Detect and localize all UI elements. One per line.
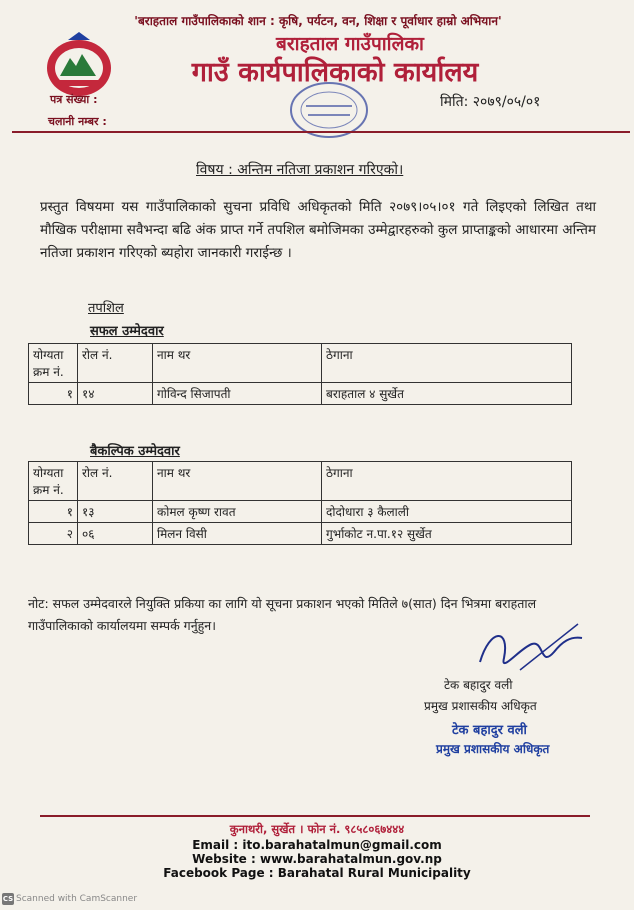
header-order: योग्यता क्रम नं. <box>29 344 78 383</box>
address-cell: गुर्भाकोट न.पा.१२ सुर्खेत <box>322 523 572 545</box>
office-name: गाउँ कार्यपालिकाको कार्यालय <box>191 57 479 88</box>
alternate-candidates-table <box>28 461 572 545</box>
successful-candidates-heading: सफल उम्मेदवार <box>90 324 164 339</box>
letter-date: मिति: २०७९/०५/०१ <box>440 94 541 110</box>
body-paragraph: प्रस्तुत विषयमा यस गाउँपालिकाको सुचना प्रविधि अधिकृतको मिति २०७९।०५।०१ गते लिइएको लिखित तथा मौखिक परीक्षामा सवैभन्दा बढि अंक प्राप्त गर्ने तपशिल बमोजिमका उम्मेद्वारहरुको कुल प्राप्ताङ्कको आधारमा अन्तिम नतिजा प्रकाशन गरिएको ब्यहोरा जानकारी गराईन्छ । <box>40 199 596 261</box>
detail-label: तपशिल <box>88 301 124 316</box>
table-row <box>29 383 572 405</box>
camscanner-icon: CS <box>2 895 14 903</box>
address-cell: बराहताल ४ सुर्खेत <box>322 383 572 405</box>
signature-icon <box>470 618 590 682</box>
order-cell: २ <box>29 523 78 545</box>
signatory-name: टेक बहादुर वली <box>444 678 513 692</box>
footer-address: कुनाथरी, सुर्खेत । फोन नं. ९८५८०६७४४४ <box>229 822 405 836</box>
header-name: नाम थर <box>153 462 322 501</box>
header-roll: रोल नं. <box>78 344 153 383</box>
footer-website: Website : www.barahatalmun.gov.np <box>192 852 442 866</box>
roll-cell: १३ <box>78 501 153 523</box>
footer-email: Email : ito.barahatalmun@gmail.com <box>192 838 442 852</box>
order-cell: १ <box>29 383 78 405</box>
note-text: नोट: सफल उम्मेदवारले नियुक्ति प्रकिया का लागि यो सूचना प्रकाशन भएको मितिले ७(सात) दिन भित्रमा बराहताल गाउँपालिकाको कार्यालयमा सम्पर्क गर्नुहुन। <box>28 596 537 633</box>
address-cell: दोदोधारा ३ कैलाली <box>322 501 572 523</box>
header-address: ठेगाना <box>322 462 572 501</box>
header-roll: रोल नं. <box>78 462 153 501</box>
header-name: नाम थर <box>153 344 322 383</box>
patra-sankhya-label: पत्र संख्या : <box>50 93 98 106</box>
tagline: 'बराहताल गाउँपालिकाको शान : कृषि, पर्यटन, वन, शिक्षा र पूर्वाधार हाम्रो अभियान' <box>134 14 502 28</box>
scanner-watermark: Scanned with CamScanner <box>16 894 138 904</box>
signatory-title: प्रमुख प्रशासकीय अधिकृत <box>424 699 537 713</box>
successful-candidates-table <box>28 343 572 405</box>
stamp-name: टेक बहादुर वली <box>452 723 527 738</box>
alternate-candidates-heading: बैकल्पिक उम्मेदवार <box>90 444 180 459</box>
name-cell: कोमल कृष्ण रावत <box>153 501 322 523</box>
name-cell: मिलन विसी <box>153 523 322 545</box>
table-header-row <box>29 344 572 383</box>
header-address: ठेगाना <box>322 344 572 383</box>
header-divider <box>12 131 630 133</box>
order-cell: १ <box>29 501 78 523</box>
table-header-row <box>29 462 572 501</box>
gaunpalika-name: बराहताल गाउँपालिका <box>276 33 424 55</box>
footer-divider <box>40 815 590 817</box>
stamp-title: प्रमुख प्रशासकीय अधिकृत <box>436 742 550 756</box>
name-cell: गोविन्द सिजापती <box>153 383 322 405</box>
header-order: योग्यता क्रम नं. <box>29 462 78 501</box>
chalani-number-label: चलानी नम्बर : <box>48 115 107 128</box>
table-row <box>29 501 572 523</box>
footer-facebook: Facebook Page : Barahatal Rural Municipality <box>163 866 471 880</box>
roll-cell: १४ <box>78 383 153 405</box>
subject-line: विषय : अन्तिम नतिजा प्रकाशन गरिएको। <box>196 162 404 178</box>
nepal-emblem-logo-icon <box>40 30 118 100</box>
roll-cell: ०६ <box>78 523 153 545</box>
table-row <box>29 523 572 545</box>
